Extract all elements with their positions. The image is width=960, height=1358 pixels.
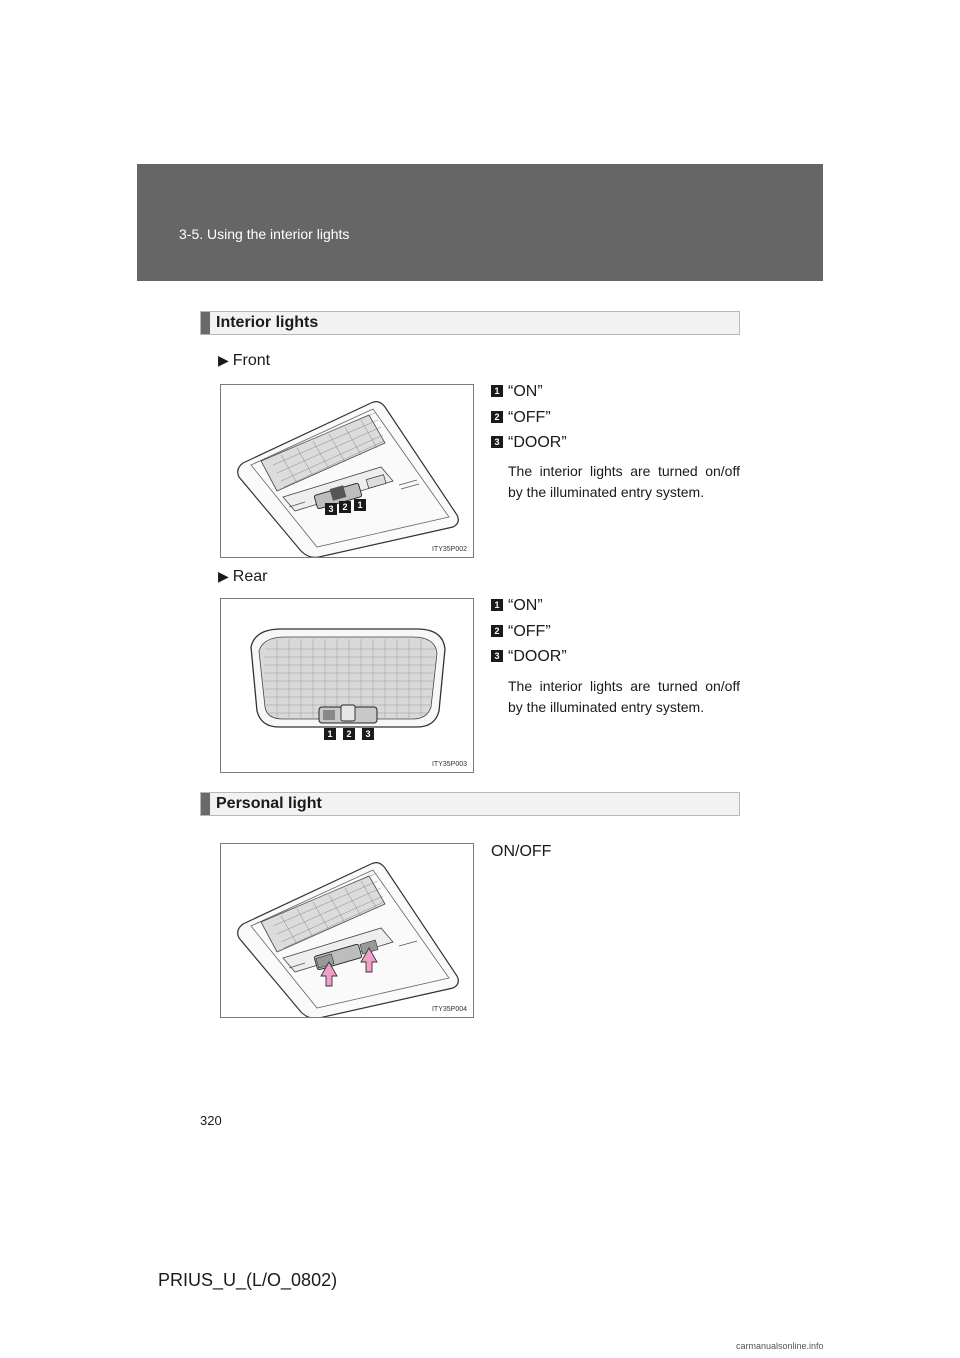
section-heading-accent <box>201 793 210 815</box>
callout-3: 3 <box>365 729 371 739</box>
number-badge: 2 <box>491 625 503 637</box>
list-item-label: “DOOR” <box>508 648 567 665</box>
front-console-illustration <box>221 385 474 558</box>
list-item <box>491 434 567 452</box>
figure-rear-interior-light <box>220 598 474 773</box>
list-item <box>491 409 551 427</box>
number-badge: 1 <box>491 599 503 611</box>
description-front: The interior lights are turned on/off by the illuminated entry system. <box>508 463 740 500</box>
triangle-bullet-icon: ▶ <box>218 352 229 368</box>
list-item-label: “ON” <box>508 383 543 400</box>
number-badge: 3 <box>491 650 503 662</box>
list-item <box>491 597 543 615</box>
section-heading-title: Interior lights <box>216 314 319 331</box>
list-item <box>491 383 543 401</box>
description-rear: The interior lights are turned on/off by the illuminated entry system. <box>508 678 740 715</box>
list-item-label: “DOOR” <box>508 434 567 451</box>
personal-light-on-off: ON/OFF <box>491 843 552 860</box>
list-item-label: “OFF” <box>508 409 551 426</box>
callout-1: 1 <box>327 729 333 739</box>
figure-personal-light <box>220 843 474 1018</box>
figure-code: ITY35P002 <box>431 546 467 553</box>
chapter-section-title: 3-5. Using the interior lights <box>179 226 350 242</box>
callout-1: 1 <box>357 500 363 510</box>
rear-dome-light-illustration <box>221 599 474 773</box>
callout-2: 2 <box>346 729 352 739</box>
subheading-front <box>218 352 270 370</box>
number-badge: 1 <box>491 385 503 397</box>
figure-code: ITY35P004 <box>431 1006 467 1013</box>
page-number: 320 <box>200 1113 222 1128</box>
list-item <box>491 623 551 641</box>
subheading-rear <box>218 568 267 586</box>
personal-light-illustration <box>221 844 474 1018</box>
figure-code: ITY35P003 <box>431 761 467 768</box>
subheading-rear-label: Rear <box>232 568 268 585</box>
number-badge: 2 <box>491 411 503 423</box>
watermark: carmanualsonline.info <box>736 1341 824 1351</box>
list-item-label: “ON” <box>508 597 543 614</box>
section-heading-personal-light <box>200 792 740 816</box>
list-item-label: “OFF” <box>508 623 551 640</box>
section-heading-title: Personal light <box>216 795 322 812</box>
subheading-front-label: Front <box>232 352 271 369</box>
callout-3: 3 <box>328 504 334 514</box>
figure-front-interior-light <box>220 384 474 558</box>
section-heading-interior-lights <box>200 311 740 335</box>
number-badge: 3 <box>491 436 503 448</box>
callout-2: 2 <box>342 502 348 512</box>
section-heading-accent <box>201 312 210 334</box>
list-item <box>491 648 567 666</box>
chapter-header <box>137 164 823 281</box>
triangle-bullet-icon: ▶ <box>218 568 229 584</box>
document-code: PRIUS_U_(L/O_0802) <box>158 1270 338 1290</box>
